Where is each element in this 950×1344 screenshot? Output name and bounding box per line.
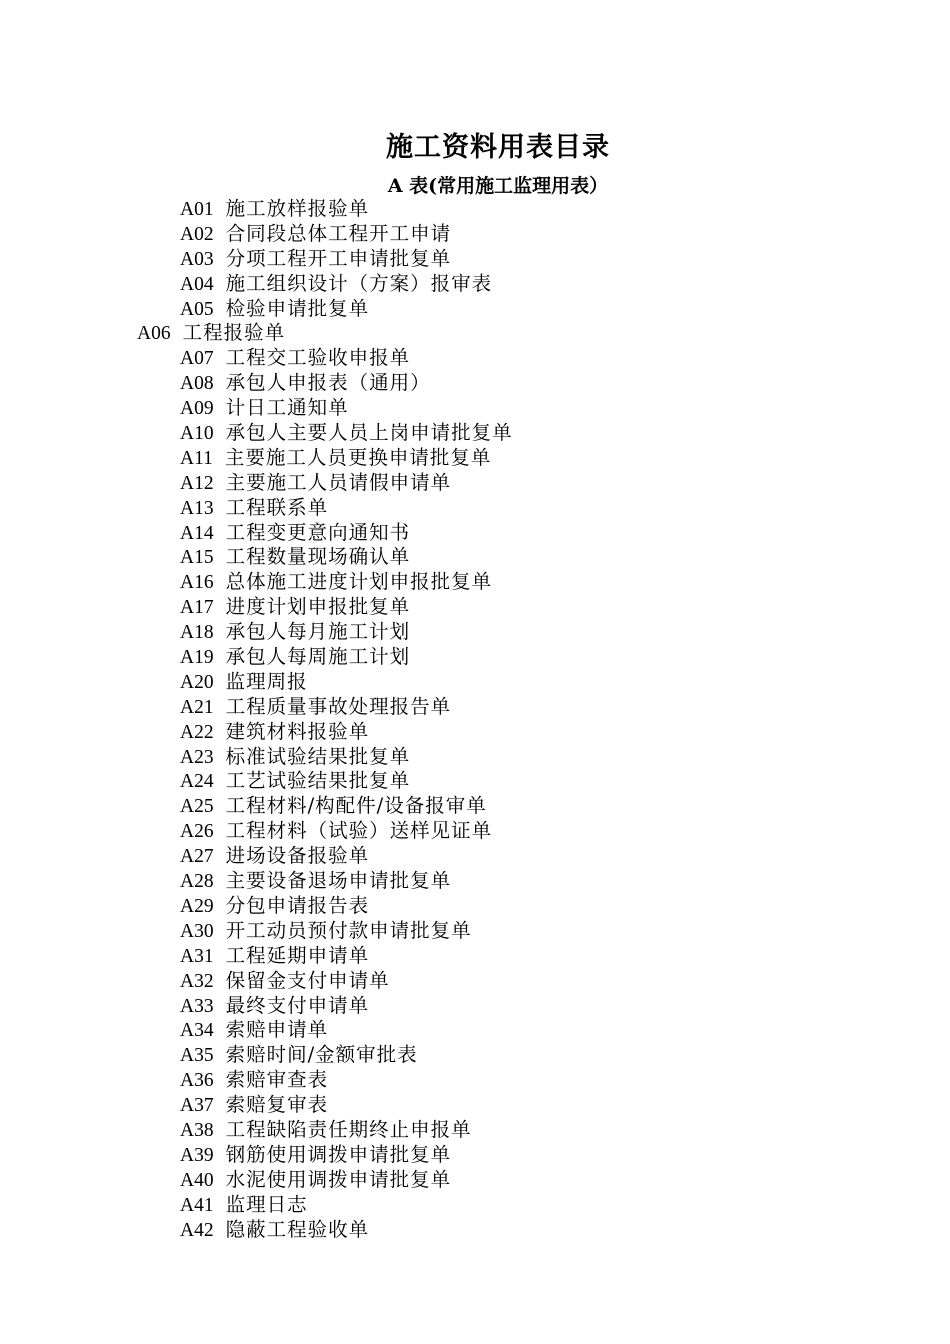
toc-item-code: A38 <box>180 1119 214 1141</box>
toc-list <box>0 197 950 1242</box>
toc-item-code: A15 <box>180 547 214 569</box>
toc-item-code: A06 <box>137 323 171 345</box>
toc-item-title: 合同段总体工程开工申请 <box>225 221 452 245</box>
toc-item-code: A36 <box>180 1070 214 1092</box>
toc-item <box>0 446 950 471</box>
toc-item-code: A21 <box>180 696 214 718</box>
toc-item-title: 承包人每月施工计划 <box>225 620 411 644</box>
toc-item <box>0 819 950 844</box>
toc-item-title: 承包人主要人员上岗申请批复单 <box>225 421 513 445</box>
toc-item <box>0 1168 950 1193</box>
toc-item-title: 索赔申请单 <box>225 1018 329 1042</box>
toc-item <box>0 1018 950 1043</box>
toc-item-title: 计日工通知单 <box>225 396 349 420</box>
toc-item-code: A28 <box>180 871 214 893</box>
toc-item <box>0 321 950 346</box>
toc-item-title: 进度计划申报批复单 <box>225 595 411 619</box>
toc-item-title: 隐蔽工程验收单 <box>225 1217 370 1241</box>
toc-item <box>0 545 950 570</box>
toc-item-code: A09 <box>180 398 214 420</box>
toc-item-title: 水泥使用调拨申请批复单 <box>225 1167 452 1191</box>
toc-item <box>0 1043 950 1068</box>
toc-item-code: A02 <box>180 223 214 245</box>
toc-item-code: A04 <box>180 273 214 295</box>
toc-item <box>0 297 950 322</box>
toc-item <box>0 645 950 670</box>
toc-item <box>0 247 950 272</box>
section-heading: A 表(常用施工监理用表） <box>387 175 609 197</box>
toc-item <box>0 919 950 944</box>
toc-item-code: A13 <box>180 497 214 519</box>
toc-item-title: 监理周报 <box>225 669 308 693</box>
toc-item <box>0 222 950 247</box>
toc-item-title: 工程材料（试验）送样见证单 <box>225 819 493 843</box>
toc-item-code: A07 <box>180 348 214 370</box>
toc-item-title: 工艺试验结果批复单 <box>225 769 411 793</box>
toc-item-code: A08 <box>180 373 214 395</box>
toc-item-code: A31 <box>180 945 214 967</box>
toc-item-code: A42 <box>180 1219 214 1241</box>
toc-item <box>0 272 950 297</box>
toc-item-code: A11 <box>180 447 213 469</box>
toc-item <box>0 471 950 496</box>
toc-item-code: A23 <box>180 746 214 768</box>
toc-item-code: A10 <box>180 423 214 445</box>
toc-item <box>0 794 950 819</box>
toc-item-title: 工程材料/构配件/设备报审单 <box>225 794 487 818</box>
toc-item-title: 工程交工验收申报单 <box>225 346 411 370</box>
toc-item-title: 分包申请报告表 <box>225 893 370 917</box>
toc-item-title: 工程延期申请单 <box>225 943 370 967</box>
toc-item-code: A24 <box>180 771 214 793</box>
toc-item <box>0 396 950 421</box>
toc-item <box>0 1193 950 1218</box>
toc-item-title: 标准试验结果批复单 <box>225 744 411 768</box>
toc-item <box>0 496 950 521</box>
toc-item <box>0 570 950 595</box>
toc-item <box>0 769 950 794</box>
toc-item <box>0 994 950 1019</box>
toc-item-code: A17 <box>180 597 214 619</box>
toc-item-code: A26 <box>180 821 214 843</box>
toc-item-title: 工程报验单 <box>182 321 286 345</box>
toc-item-title: 索赔审查表 <box>225 1068 329 1092</box>
toc-item-title: 工程数量现场确认单 <box>225 545 411 569</box>
toc-item-title: 监理日志 <box>225 1192 308 1216</box>
toc-item-code: A37 <box>180 1095 214 1117</box>
toc-item-code: A12 <box>180 472 214 494</box>
toc-item <box>0 346 950 371</box>
toc-item-title: 分项工程开工申请批复单 <box>225 246 452 270</box>
toc-item-code: A33 <box>180 995 214 1017</box>
toc-item-title: 索赔时间/金额审批表 <box>225 1043 418 1067</box>
toc-item <box>0 969 950 994</box>
toc-item-title: 施工组织设计（方案）报审表 <box>225 271 493 295</box>
toc-item <box>0 745 950 770</box>
toc-item-code: A14 <box>180 522 214 544</box>
toc-item <box>0 695 950 720</box>
toc-item-code: A39 <box>180 1144 214 1166</box>
toc-item <box>0 1218 950 1243</box>
toc-item-title: 检验申请批复单 <box>225 296 370 320</box>
toc-item <box>0 197 950 222</box>
toc-item-code: A41 <box>180 1194 214 1216</box>
toc-item-title: 钢筋使用调拨申请批复单 <box>225 1142 452 1166</box>
toc-item-code: A35 <box>180 1045 214 1067</box>
toc-item-title: 工程变更意向通知书 <box>225 520 411 544</box>
toc-item-code: A34 <box>180 1020 214 1042</box>
toc-item-title: 工程质量事故处理报告单 <box>225 694 452 718</box>
toc-item-code: A19 <box>180 647 214 669</box>
toc-item-title: 进场设备报验单 <box>225 844 370 868</box>
toc-item-code: A40 <box>180 1169 214 1191</box>
toc-item-title: 工程联系单 <box>225 495 329 519</box>
toc-item <box>0 1093 950 1118</box>
toc-item-code: A27 <box>180 846 214 868</box>
toc-item-code: A29 <box>180 895 214 917</box>
toc-item <box>0 720 950 745</box>
toc-item-code: A03 <box>180 248 214 270</box>
toc-item <box>0 944 950 969</box>
toc-item-title: 工程缺陷责任期终止申报单 <box>225 1117 472 1141</box>
toc-item <box>0 844 950 869</box>
toc-item-title: 主要施工人员更换申请批复单 <box>224 445 492 469</box>
toc-item-code: A16 <box>180 572 214 594</box>
toc-item-title: 开工动员预付款申请批复单 <box>225 918 472 942</box>
toc-item-title: 承包人申报表（通用） <box>225 371 431 395</box>
toc-item <box>0 1068 950 1093</box>
toc-item-code: A20 <box>180 671 214 693</box>
toc-item-title: 总体施工进度计划申报批复单 <box>225 570 493 594</box>
toc-item-code: A32 <box>180 970 214 992</box>
toc-item <box>0 670 950 695</box>
toc-item-code: A22 <box>180 721 214 743</box>
toc-item-title: 建筑材料报验单 <box>225 719 370 743</box>
toc-item-code: A01 <box>180 199 214 220</box>
toc-item-code: A18 <box>180 622 214 644</box>
toc-item-title: 施工放样报验单 <box>225 197 370 220</box>
toc-item <box>0 1118 950 1143</box>
page-title: 施工资料用表目录 <box>386 132 610 163</box>
toc-item-title: 最终支付申请单 <box>225 993 370 1017</box>
toc-item-title: 承包人每周施工计划 <box>225 645 411 669</box>
toc-item-title: 索赔复审表 <box>225 1093 329 1117</box>
toc-item <box>0 1143 950 1168</box>
toc-item-code: A25 <box>180 796 214 818</box>
toc-item-title: 保留金支付申请单 <box>225 968 390 992</box>
toc-item <box>0 595 950 620</box>
toc-item-title: 主要施工人员请假申请单 <box>225 470 452 494</box>
toc-item <box>0 869 950 894</box>
toc-item <box>0 894 950 919</box>
toc-item <box>0 521 950 546</box>
toc-item <box>0 620 950 645</box>
toc-item <box>0 371 950 396</box>
toc-item <box>0 421 950 446</box>
toc-item-title: 主要设备退场申请批复单 <box>225 869 452 893</box>
toc-item-code: A30 <box>180 920 214 942</box>
toc-item-code: A05 <box>180 298 214 320</box>
